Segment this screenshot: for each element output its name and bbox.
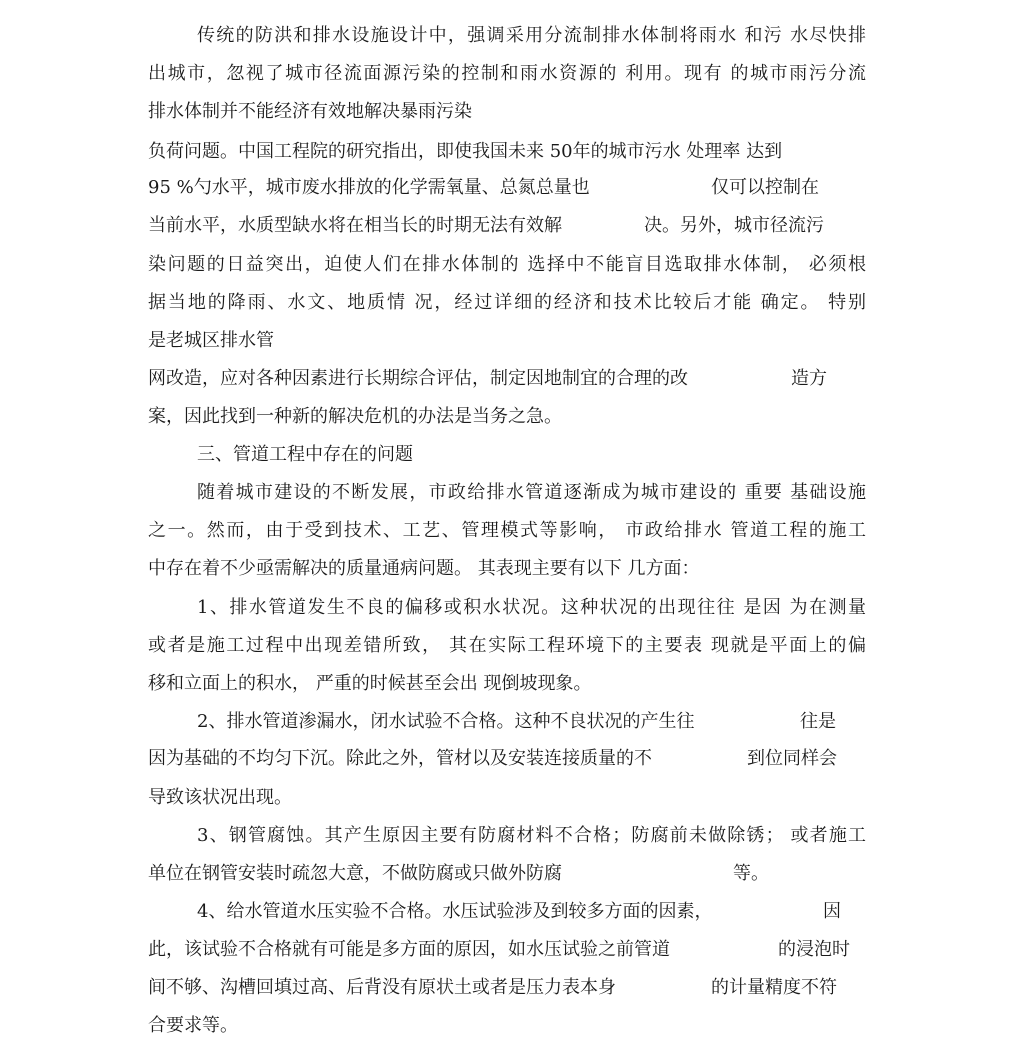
text-line: 网改造，应对各种因素进行长期综合评估，制定因地制宜的合理的改 [148, 368, 688, 389]
text-line: 排水体制并不能经济有效地解决暴雨污染 [148, 101, 472, 122]
text-line: 出城市，忽视了城市径流面源污染的控制和雨水资源的 利用。现有 的城市雨污分流 [148, 63, 866, 84]
text-line: 往是 [800, 711, 836, 732]
text-line: 的浸泡时 [778, 939, 850, 960]
text-line: 之一。然而，由于受到技术、工艺、管理模式等影响， 市政给排水 管道工程的施工 [148, 520, 866, 541]
text-line: 中存在着不少亟需解决的质量通病问题。 其表现主要有以下 几方面： [148, 558, 700, 579]
text-line: 仅可以控制在 [711, 177, 819, 198]
text-line: 案，因此找到一种新的解决危机的办法是当务之急。 [148, 406, 562, 427]
text-line: 或者是施工过程中出现差错所致， 其在实际工程环境下的主要表 现就是平面上的偏 [148, 635, 866, 656]
text-line: 95 %勺水平，城市废水排放的化学需氧量、总氮总量也 [148, 177, 590, 198]
text-line: 1、排水管道发生不良的偏移或积水状况。这种状况的出现往往 是因 为在测量 [197, 597, 866, 618]
text-line: 移和立面上的积水， 严重的时候甚至会出 现倒坡现象。 [148, 673, 592, 694]
section-heading: 三、管道工程中存在的问题 [197, 444, 413, 465]
text-line: 负荷问题。中国工程院的研究指出，即使我国未来 50年的城市污水 处理率 达到 [148, 141, 783, 162]
text-line: 造方 [791, 368, 827, 389]
text-line: 3、钢管腐蚀。其产生原因主要有防腐材料不合格；防腐前未做除锈； 或者施工 [197, 825, 866, 846]
text-line: 据当地的降雨、水文、地质情 况，经过详细的经济和技术比较后才能 确定。 特别 [148, 292, 866, 313]
text-line: 单位在钢管安装时疏忽大意，不做防腐或只做外防腐 [148, 863, 562, 884]
text-line: 随着城市建设的不断发展，市政给排水管道逐渐成为城市建设的 重要 基础设施 [197, 482, 866, 503]
text-line: 决。另外，城市径流污 [644, 215, 824, 236]
text-line: 到位同样会 [747, 748, 837, 769]
text-line: 染问题的日益突出，迫使人们在排水体制的 选择中不能盲目选取排水体制， 必须根 [148, 254, 866, 275]
text-line: 间不够、沟槽回填过高、后背没有原状土或者是压力表本身 [148, 977, 616, 998]
text-line: 等。 [733, 863, 769, 884]
text-line: 的计量精度不符 [711, 977, 837, 998]
text-line: 因 [823, 901, 841, 922]
text-line: 2、排水管道渗漏水，闭水试验不合格。这种不良状况的产生往 [197, 711, 695, 732]
text-line: 此，该试验不合格就有可能是多方面的原因，如水压试验之前管道 [148, 939, 670, 960]
text-line: 是老城区排水管 [148, 330, 274, 351]
text-line: 导致该状况出现。 [148, 787, 292, 808]
text-line: 当前水平，水质型缺水将在相当长的时期无法有效解 [148, 215, 562, 236]
text-line: 传统的防洪和排水设施设计中，强调采用分流制排水体制将雨水 和污 水尽快排 [197, 25, 866, 46]
text-line: 因为基础的不均匀下沉。除此之外，管材以及安装连接质量的不 [148, 748, 652, 769]
text-line: 合要求等。 [148, 1015, 238, 1036]
text-line: 4、给水管道水压实验不合格。水压试验涉及到较多方面的因素， [197, 901, 713, 922]
